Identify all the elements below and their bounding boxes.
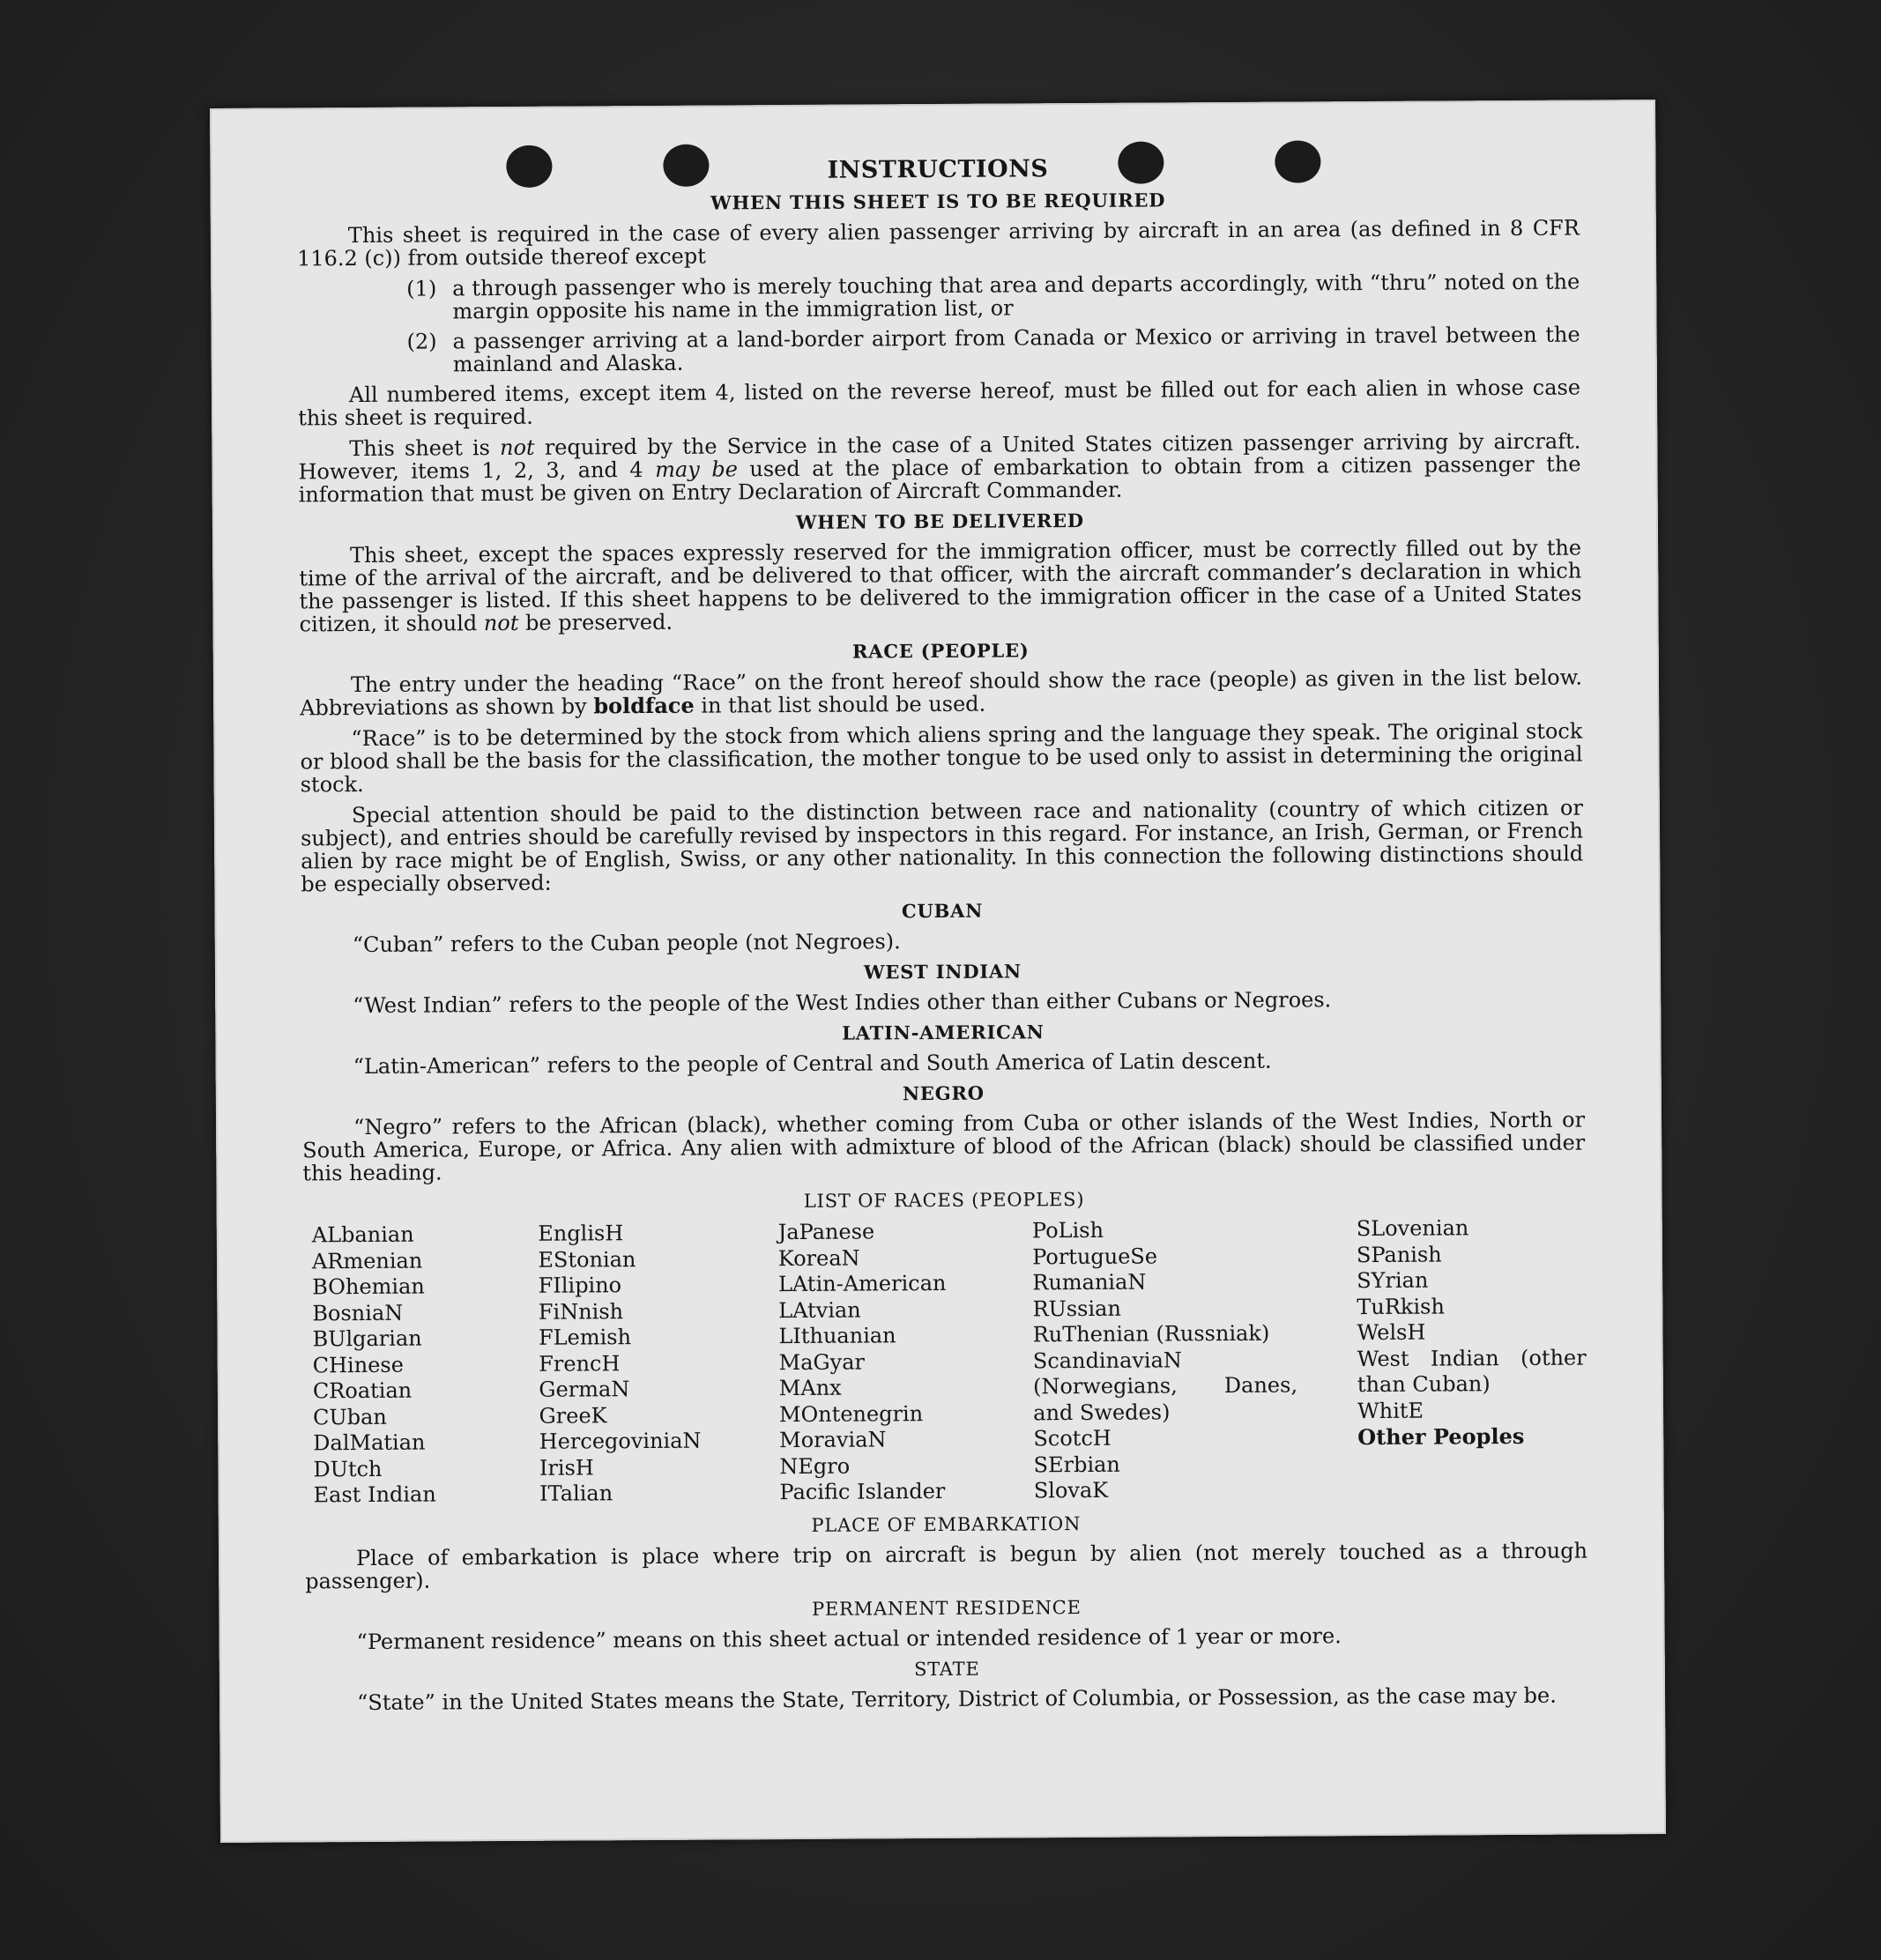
heading-when-delivered: WHEN TO BE DELIVERED <box>795 509 1084 533</box>
race-entry: EStonian <box>538 1246 636 1273</box>
race-entry: CHinese <box>312 1352 404 1377</box>
race-entry: CRoatian <box>312 1377 413 1404</box>
list-item-exception-2 <box>298 323 1580 377</box>
race-entry: CUban <box>312 1404 387 1429</box>
heading-state: STATE <box>913 1658 980 1680</box>
race-entry: JaPanese <box>777 1219 875 1245</box>
list-item-exception-1 <box>297 271 1580 324</box>
race-entry: MOntenegrin <box>778 1400 924 1427</box>
race-entry: PortugueSe <box>1032 1243 1158 1269</box>
race-entry: MAnx <box>778 1375 842 1401</box>
paragraph-west-indian: “West Indian” refers to the people of the West Indies other than either Cubans or Negroes. <box>353 987 1332 1019</box>
paragraph-embarkation: Place of embarkation is place where trip on aircraft is begun by alien (not merely touched as a through passenger). <box>305 1538 1588 1593</box>
page-title: INSTRUCTIONS <box>827 155 1049 184</box>
race-entry: TuRkish <box>1357 1293 1445 1319</box>
race-entry-scandinavian: ScandinaviaN (Norwegians, Danes, and Swedes) <box>1032 1347 1298 1425</box>
paragraph-citizen-passenger: This sheet is not required by the Service in the case of a United States citizen passenger arriving by aircraft. However, items 1, 2, 3, and 4 may be used at the place of embarkation to obtain from a citizen passenger the information that must be given on Entry Declaration of Aircraft Commander. <box>298 428 1581 508</box>
race-entry: RUssian <box>1032 1296 1121 1321</box>
item-number: (1) <box>406 276 437 301</box>
heading-west-indian: WEST INDIAN <box>863 960 1022 984</box>
race-entry: SlovaK <box>1033 1477 1109 1503</box>
race-entry: Pacific Islander <box>779 1478 946 1505</box>
race-entry: ALbanian <box>311 1221 414 1248</box>
race-entry: ARmenian <box>311 1248 423 1273</box>
lower-definitions <box>305 1509 1588 1714</box>
paragraph-latin-american: “Latin-American” refers to the people of Central and South America of Latin descent. <box>353 1048 1272 1080</box>
item-number: (2) <box>406 329 437 354</box>
heading-permanent-residence: PERMANENT RESIDENCE <box>811 1596 1082 1620</box>
paragraph-delivery: This sheet, except the spaces expressly reserved for the immigration officer, must be correctly filled out by the time of the arrival of the aircraft, and be delivered to that officer, with the aircraft commander’s declaration in which the passenger is listed. If this sheet happens to be delivered to the immigration officer in the case of a United States citizen, it should not be preserved. <box>299 535 1582 637</box>
race-entry: LIthuanian <box>778 1323 896 1349</box>
races-column-5 <box>1357 1215 1587 1503</box>
race-entry: LAtvian <box>778 1297 861 1323</box>
race-entry: PoLish <box>1031 1217 1104 1244</box>
heading-latin-american: LATIN-AMERICAN <box>842 1021 1045 1044</box>
races-column-1 <box>312 1221 539 1509</box>
race-entry: KoreaN <box>777 1245 860 1271</box>
race-entry: FIlipino <box>538 1273 622 1298</box>
race-entry: FiNnish <box>538 1298 624 1325</box>
races-column-4 <box>1032 1216 1358 1504</box>
paragraph-residence: “Permanent residence” means on this sheet actual or intended residence of 1 year or more. <box>356 1622 1342 1654</box>
heading-place-of-embarkation: PLACE OF EMBARKATION <box>811 1512 1082 1536</box>
paragraph-state: “State” in the United States means the State, Territory, District of Columbia, or Possession, as the case may be. <box>356 1682 1557 1715</box>
race-entry: East Indian <box>313 1481 436 1508</box>
races-column-3 <box>778 1218 1034 1505</box>
paragraph-race-nationality: Special attention should be paid to the distinction between race and nationality (country of which citizen or subject), and entries should be carefully revised by inspectors in this regard. For instance, an Irish, German, or French alien by race might be of English, Swiss, or any other nationality. In this connection the following distinctions should be especially observed: <box>300 795 1584 897</box>
race-entry: RumaniaN <box>1032 1269 1147 1296</box>
race-entry: FLemish <box>538 1325 632 1350</box>
paragraph-cuban: “Cuban” refers to the Cuban people (not Negroes). <box>352 929 901 958</box>
race-entry: WhitE <box>1357 1398 1424 1423</box>
race-entry: RuThenian (Russniak) <box>1032 1320 1270 1348</box>
race-entry: BUlgarian <box>312 1325 422 1352</box>
instructions-content <box>296 155 1588 1722</box>
race-entry: SErbian <box>1033 1451 1120 1477</box>
race-entry: EnglisH <box>538 1221 624 1246</box>
item-text: a passenger arriving at a land-border airport from Canada or Mexico or arriving in travel between the mainland and Alaska. <box>452 322 1580 377</box>
race-entry: HercegoviniaN <box>539 1428 702 1454</box>
race-entry: FrencH <box>539 1350 621 1377</box>
race-entry: SPanish <box>1356 1242 1442 1267</box>
race-entry-west-indian: West Indian (other than Cuban) <box>1357 1345 1587 1398</box>
races-list <box>312 1215 1587 1509</box>
race-entry: MaGyar <box>778 1349 866 1375</box>
race-entry: DalMatian <box>313 1429 426 1456</box>
item-text: a through passenger who is merely touching that area and departs accordingly, with “thru” noted on the margin opposite his name in the immigration list, or <box>452 269 1580 324</box>
heading-cuban: CUBAN <box>901 899 984 923</box>
heading-race: RACE (PEOPLE) <box>851 639 1030 663</box>
races-column-2 <box>538 1220 779 1507</box>
paragraph-race-stock: “Race” is to be determined by the stock from which aliens spring and the language they speak. The original stock or blood shall be the basis for the classification, the mother tongue to be used only to assist in determining the original stock. <box>300 718 1583 798</box>
race-entry: IrisH <box>539 1454 594 1481</box>
race-entry: NEgro <box>779 1453 851 1479</box>
paragraph-numbered-items: All numbered items, except item 4, listed on the reverse hereof, must be filled out for each alien in whose case this sheet is required. <box>298 375 1581 431</box>
race-entry: MoraviaN <box>779 1427 887 1453</box>
race-entry: BOhemian <box>312 1273 425 1300</box>
race-entry: ITalian <box>539 1481 613 1506</box>
race-entry: WelsH <box>1357 1319 1426 1346</box>
paragraph-race-entry: The entry under the heading “Race” on the front hereof should show the race (people) as given in the list below. Abbreviations as shown by boldface in that list should be used. <box>300 664 1583 721</box>
race-entry: LAtin-American <box>777 1270 947 1297</box>
heading-list-of-races: LIST OF RACES (PEOPLES) <box>803 1188 1085 1212</box>
paragraph-negro: “Negro” refers to the African (black), whether coming from Cuba or other islands of the West Indies, North or South America, Europe, or Africa. Any alien with admixture of blood of the African (black) should be classified under this heading. <box>302 1107 1586 1186</box>
race-entry: GermaN <box>539 1377 630 1402</box>
race-entry: BosniaN <box>312 1300 404 1325</box>
document-page <box>210 100 1666 1843</box>
heading-when-required: WHEN THIS SHEET IS TO BE REQUIRED <box>710 189 1166 214</box>
race-entry-other-peoples: Other Peoples <box>1357 1422 1525 1451</box>
race-entry: GreeK <box>539 1402 607 1429</box>
race-entry: ScotcH <box>1033 1425 1112 1451</box>
heading-negro: NEGRO <box>902 1081 985 1105</box>
race-entry: SYrian <box>1357 1267 1429 1294</box>
paragraph-required-intro: This sheet is required in the case of every alien passenger arriving by aircraft in an area (as defined in 8 CFR 116.2 (c)) from outside thereof except <box>296 215 1580 271</box>
race-entry: SLovenian <box>1356 1215 1469 1242</box>
race-entry: DUtch <box>313 1456 383 1481</box>
